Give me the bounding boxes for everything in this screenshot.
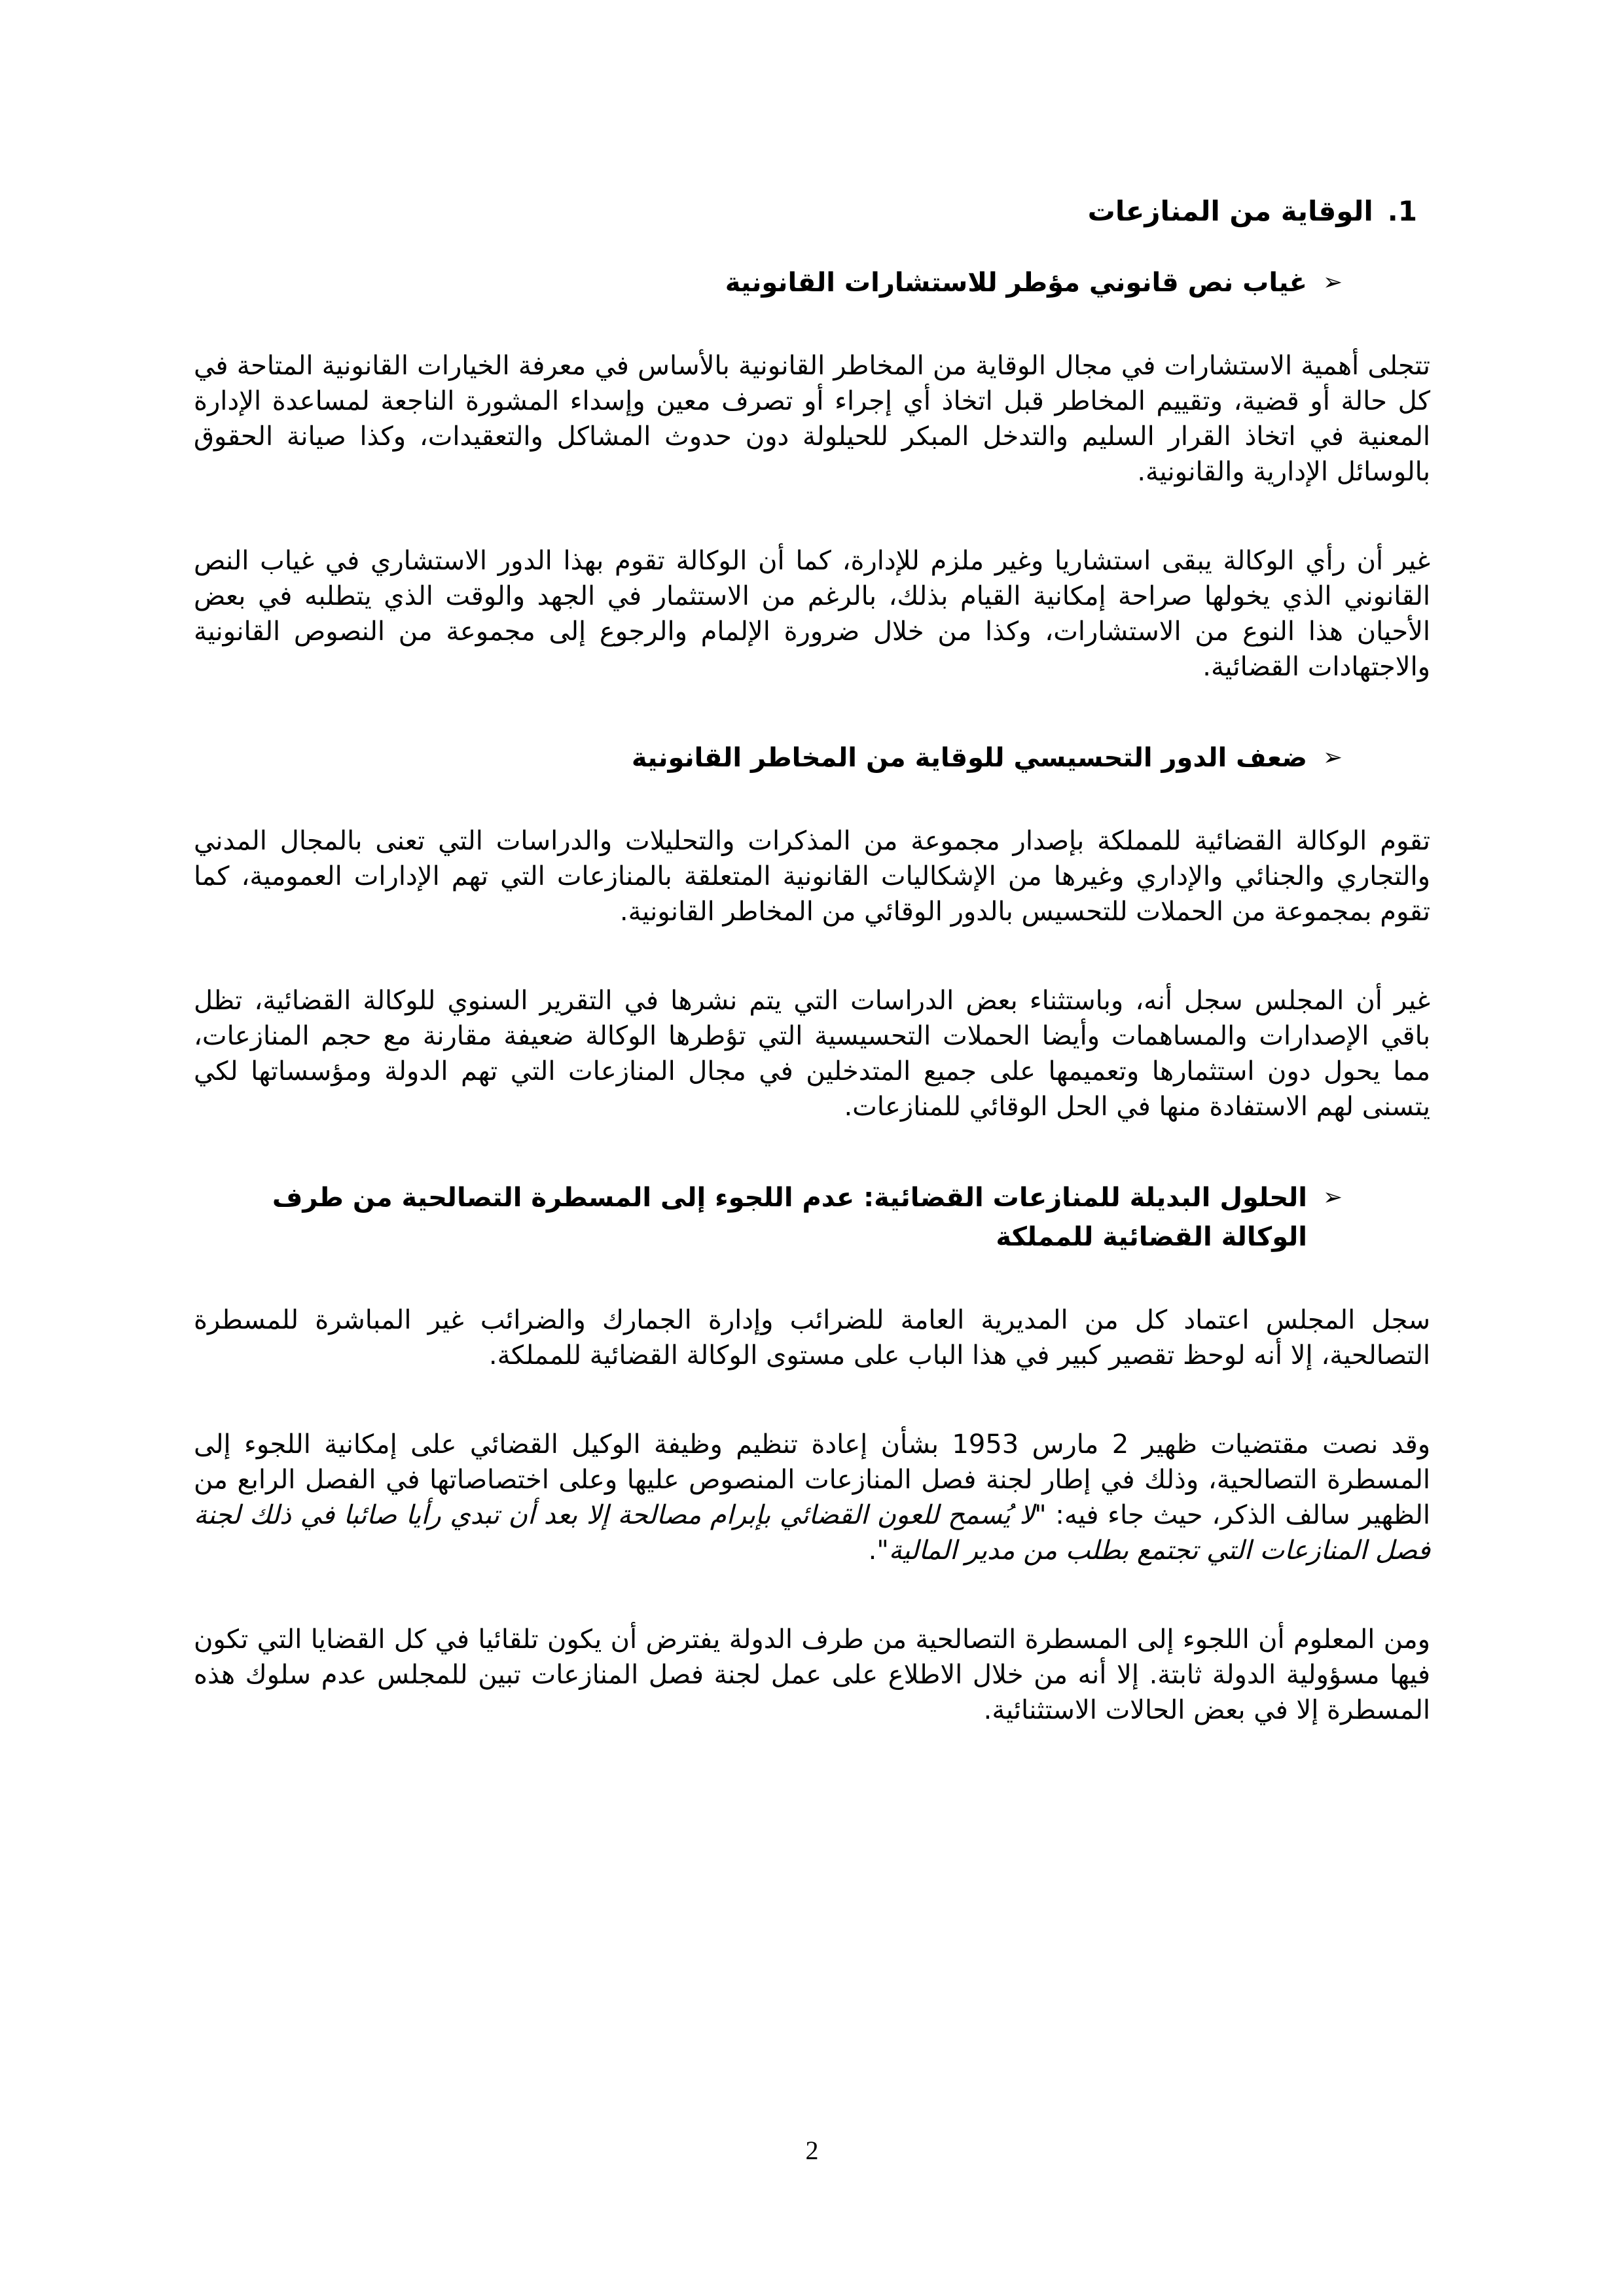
paragraph: سجل المجلس اعتماد كل من المديرية العامة للضرائب وإدارة الجمارك والضرائب غير المباشرة للمسطرة التصالحية، إلا أنه لوحظ تقصير كبير في هذا الباب على مستوى الوكالة القضائية للمملكة. (194, 1305, 1430, 1371)
subheading-text: ضعف الدور التحسيسي للوقاية من المخاطر القانونية (631, 743, 1307, 773)
paragraph: غير أن رأي الوكالة يبقى استشاريا وغير ملزم للإدارة، كما أن الوكالة تقوم بهذا الدور الاستشاري في غياب النص القانوني الذي يخولها صراحة إمكانية القيام بذلك، بالرغم من الاستثمار في الجهد والوقت الذي يتطلبه في بعض الأحيان هذا النوع من الاستشارات، وكذا من خلال ضرورة الإلمام والرجوع إلى مجموعة من النصوص القانونية والاجتهادات القضائية. (194, 546, 1430, 682)
section-number: 1. (1387, 195, 1417, 227)
section-title-text: الوقاية من المنازعات (1087, 195, 1373, 227)
legal-quote: لا يُسمح للعون القضائي بإبرام مصالحة إلا بعد أن تبدي رأيا صائبا في ذلك لجنة فصل المنازعات التي تجتمع بطلب من مدير المالية (194, 1500, 1430, 1566)
paragraph: تتجلى أهمية الاستشارات في مجال الوقاية من المخاطر القانونية بالأساس في معرفة الخيارات القانونية المتاحة في كل حالة أو قضية، وتقييم المخاطر قبل اتخاذ أي إجراء أو تصرف معين وإسداء المشورة الناجعة لمساعدة الإدارة المعنية في اتخاذ القرار السليم والتدخل المبكر للحيلولة دون حدوث المشاكل والتعقيدات، وكذا صيانة الحقوق بالوسائل الإدارية والقانونية. (194, 351, 1430, 487)
arrow-bullet-icon: ➢ (1322, 744, 1343, 771)
subheading-weak-awareness-role (194, 738, 1430, 778)
paragraph: تقوم الوكالة القضائية للمملكة بإصدار مجموعة من المذكرات والتحليلات والدراسات التي تعنى بالمجال المدني والتجاري والجنائي والإداري وغيرها من الإشكاليات القانونية المتعلقة بالمنازعات التي تهم الإدارات العمومية، كما تقوم بمجموعة من الحملات للتحسيس بالدور الوقائي من المخاطر القانونية. (194, 826, 1430, 927)
page-number: 2 (805, 2136, 819, 2165)
subheading-alternative-solutions (194, 1178, 1430, 1257)
paragraph: ومن المعلوم أن اللجوء إلى المسطرة التصالحية من طرف الدولة يفترض أن يكون تلقائيا في كل القضايا التي تكون فيها مسؤولية الدولة ثابتة. إلا أنه من خلال الاطلاع على عمل لجنة فصل المنازعات تبين للمجلس عدم سلوك هذه المسطرة إلا في بعض الحالات الاستثنائية. (194, 1624, 1430, 1725)
subheading-text: غياب نص قانوني مؤطر للاستشارات القانونية (725, 268, 1307, 298)
subheading-text: الحلول البديلة للمنازعات القضائية: عدم اللجوء إلى المسطرة التصالحية من طرف الوكالة القضائية للمملكة (272, 1183, 1307, 1252)
quote-lead-in: وقد نصت مقتضيات ظهير 2 مارس 1953 بشأن إعادة تنظيم وظيفة الوكيل القضائي على إمكانية اللجوء إلى المسطرة التصالحية، وذلك في إطار لجنة فصل المنازعات المنصوص عليها وعلى اختصاصاتها في الفصل الرابع من الظهير سالف الذكر، حيث جاء فيه: " (194, 1429, 1431, 1530)
paragraph-with-quote (194, 1427, 1430, 1568)
subheading-no-legal-text (194, 263, 1430, 302)
arrow-bullet-icon: ➢ (1322, 269, 1343, 296)
paragraph: غير أن المجلس سجل أنه، وباستثناء بعض الدراسات التي يتم نشرها في التقرير السنوي للوكالة القضائية، تظل باقي الإصدارات والمساهمات وأيضا الحملات التحسيسية التي تؤطرها الوكالة ضعيفة مقارنة مع حجم المنازعات، مما يحول دون استثمارها وتعميمها على جميع المتدخلين في مجال المنازعات التي تهم الدولة ومؤسساتها لكي يتسنى لهم الاستفادة منها في الحل الوقائي للمنازعات. (194, 986, 1430, 1122)
quote-close: ". (868, 1535, 889, 1566)
arrow-bullet-icon: ➢ (1322, 1184, 1343, 1211)
section-title (194, 188, 1430, 234)
